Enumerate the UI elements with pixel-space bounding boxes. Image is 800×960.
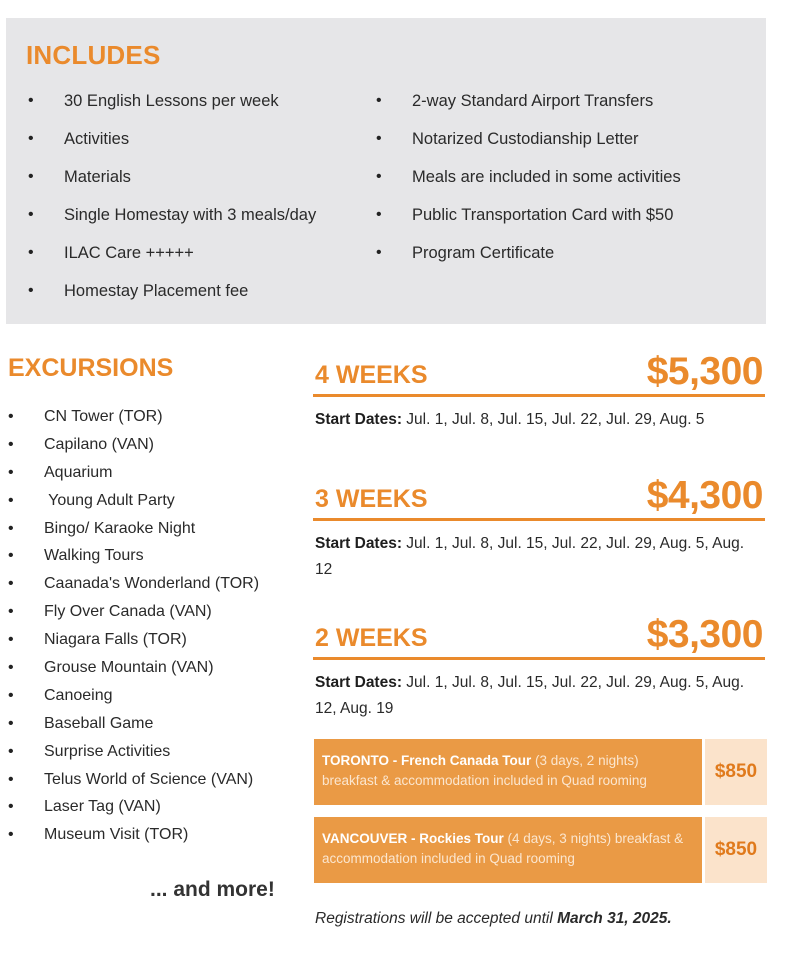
- plan-start-dates: [315, 670, 765, 722]
- plan-start-dates: [315, 407, 765, 433]
- tour-details: (3 days, 2 nights) breakfast & accommodation included in Quad rooming: [322, 753, 647, 788]
- includes-item: • Homestay Placement fee: [28, 278, 316, 316]
- includes-item: • Activities: [28, 126, 316, 164]
- tour-description: [314, 739, 702, 805]
- includes-item: • Public Transportation Card with $50: [376, 202, 681, 240]
- excursions-list: [8, 406, 259, 852]
- tour-vancouver: [314, 817, 767, 883]
- excursion-item: • Niagara Falls (TOR): [8, 629, 259, 657]
- includes-item: • ILAC Care +++++: [28, 240, 316, 278]
- includes-item: • Materials: [28, 164, 316, 202]
- tour-name: VANCOUVER - Rockies Tour: [322, 831, 504, 846]
- plan-start-dates: [315, 531, 765, 583]
- includes-item: • Program Certificate: [376, 240, 681, 278]
- excursion-item: • Walking Tours: [8, 545, 259, 573]
- start-dates-value: Jul. 1, Jul. 8, Jul. 15, Jul. 22, Jul. 29, Aug. 5, Aug. 12: [315, 535, 745, 578]
- plan-header: [313, 466, 765, 521]
- tour-toronto: [314, 739, 767, 805]
- tour-description: [314, 817, 702, 883]
- tour-price: $850: [705, 817, 767, 883]
- excursion-item: • Grouse Mountain (VAN): [8, 657, 259, 685]
- excursion-item: • Caanada's Wonderland (TOR): [8, 573, 259, 601]
- includes-heading: INCLUDES: [26, 40, 161, 70]
- includes-panel: [6, 18, 766, 324]
- excursion-item: • Laser Tag (VAN): [8, 796, 259, 824]
- plan-duration: 3 WEEKS: [315, 485, 428, 513]
- excursions-heading: EXCURSIONS: [8, 354, 174, 382]
- start-dates-label: Start Dates:: [315, 411, 402, 428]
- tour-details: (4 days, 3 nights) breakfast & accommodation included in Quad rooming: [322, 831, 684, 866]
- plan-price: $4,300: [646, 474, 763, 517]
- plan-4-weeks: [313, 342, 765, 433]
- registration-text: Registrations will be accepted until: [315, 910, 558, 927]
- plan-header: [313, 605, 765, 660]
- includes-item: • Notarized Custodianship Letter: [376, 126, 681, 164]
- includes-list-left: [28, 88, 316, 316]
- start-dates-label: Start Dates:: [315, 674, 402, 691]
- excursion-item: • CN Tower (TOR): [8, 406, 259, 434]
- plan-price: $3,300: [646, 613, 763, 656]
- plan-duration: 2 WEEKS: [315, 624, 428, 652]
- excursion-item: • Surprise Activities: [8, 741, 259, 769]
- plan-price: $5,300: [646, 350, 763, 393]
- plan-duration: 4 WEEKS: [315, 361, 428, 389]
- includes-list-right: [376, 88, 681, 278]
- excursion-item: • Museum Visit (TOR): [8, 824, 259, 852]
- start-dates-value: Jul. 1, Jul. 8, Jul. 15, Jul. 22, Jul. 29, Aug. 5, Aug. 12, Aug. 19: [315, 674, 745, 717]
- excursion-item: • Bingo/ Karaoke Night: [8, 518, 259, 546]
- includes-item: • 30 English Lessons per week: [28, 88, 316, 126]
- registration-note: [315, 910, 672, 928]
- includes-item: • Meals are included in some activities: [376, 164, 681, 202]
- includes-item: • Single Homestay with 3 meals/day: [28, 202, 316, 240]
- plan-header: [313, 342, 765, 397]
- excursion-item: • Telus World of Science (VAN): [8, 769, 259, 797]
- excursion-item: • Baseball Game: [8, 713, 259, 741]
- excursion-item: • Aquarium: [8, 462, 259, 490]
- registration-deadline: March 31, 2025.: [557, 910, 672, 927]
- excursion-item: • Young Adult Party: [8, 490, 259, 518]
- excursion-item: • Fly Over Canada (VAN): [8, 601, 259, 629]
- tour-price: $850: [705, 739, 767, 805]
- tour-name: TORONTO - French Canada Tour: [322, 753, 532, 768]
- start-dates-value: Jul. 1, Jul. 8, Jul. 15, Jul. 22, Jul. 29, Aug. 5: [402, 411, 705, 428]
- includes-item: • 2-way Standard Airport Transfers: [376, 88, 681, 126]
- excursion-item: • Capilano (VAN): [8, 434, 259, 462]
- excursion-item: • Canoeing: [8, 685, 259, 713]
- plan-3-weeks: [313, 466, 765, 583]
- start-dates-label: Start Dates:: [315, 535, 402, 552]
- and-more-text: ... and more!: [150, 878, 275, 901]
- plan-2-weeks: [313, 605, 765, 722]
